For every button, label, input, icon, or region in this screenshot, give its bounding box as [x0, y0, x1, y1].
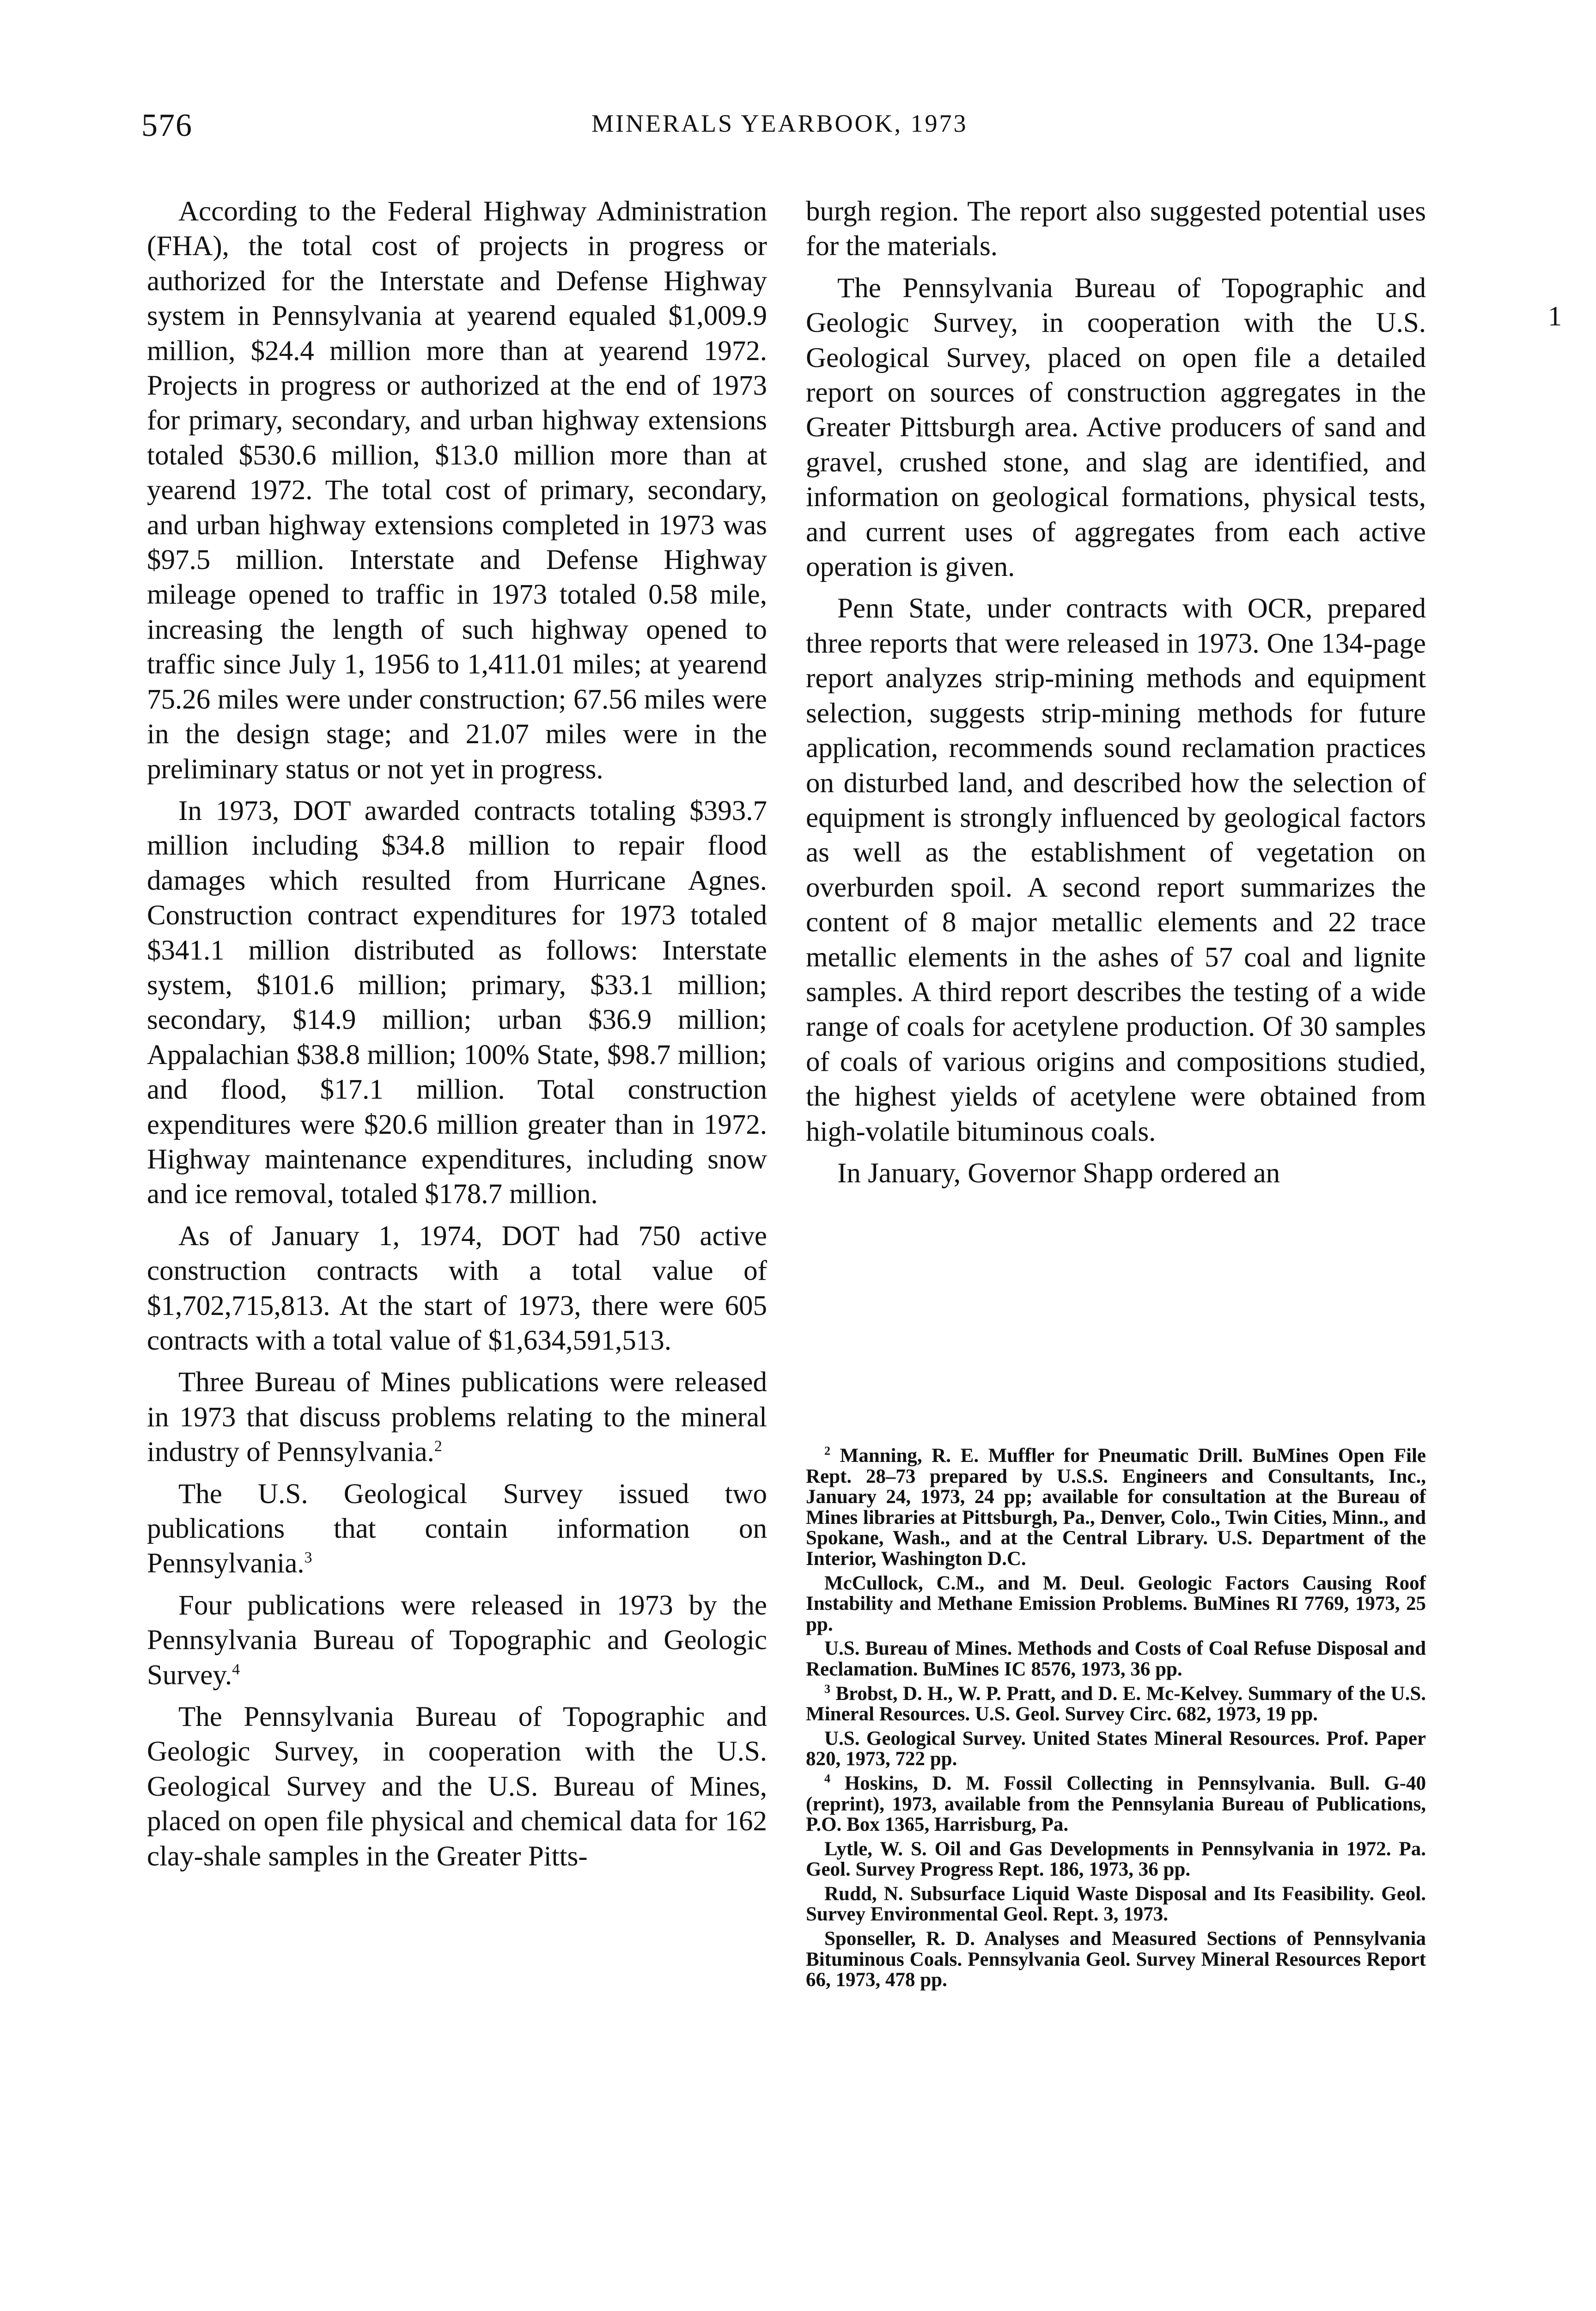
- paragraph-active-contracts: As of January 1, 1974, DOT had 750 active construction contracts with a total value of $1,702,715,813. At the start of 1973, there were 605 contracts with a total value of $1,634,591,513.: [147, 1220, 767, 1356]
- margin-mark: 1: [1548, 301, 1562, 331]
- paragraph-text: Three Bureau of Mines publications were released in 1973 that discuss problems relating to the mineral industry of Pennsylvania.: [147, 1367, 767, 1468]
- footnote-marker: 4: [824, 1772, 830, 1785]
- paragraph-state-survey-publications: [147, 1588, 767, 1693]
- footnote-3-entry: [806, 1684, 1426, 1725]
- footnote-marker: 3: [824, 1682, 830, 1696]
- paragraph-text: Four publications were released in 1973 by the Pennsylvania Bureau of Topographic and Geologic Survey.: [147, 1590, 767, 1691]
- footnote-marker: 2: [824, 1444, 830, 1458]
- footnote-entry: McCullock, C.M., and M. Deul. Geologic Factors Causing Roof Instability and Methane Emission Problems. BuMines RI 7769, 1973, 25 pp.: [806, 1572, 1426, 1635]
- footnote-ref-3: 3: [304, 1549, 312, 1567]
- footnote-ref-4: 4: [232, 1661, 240, 1678]
- footnote-2-entry: [806, 1446, 1426, 1570]
- footnote-entry: U.S. Geological Survey. United States Mineral Resources. Prof. Paper 820, 1973, 722 pp.: [806, 1727, 1426, 1770]
- footnote-text: Brobst, D. H., W. P. Pratt, and D. E. Mc-Kelvey. Summary of the U.S. Mineral Resources. U.S. Geol. Survey Circ. 682, 1973, 19 pp.: [806, 1682, 1426, 1725]
- paragraph-dot-contracts: In 1973, DOT awarded contracts totaling $393.7 million including $34.8 million to repair flood damages which resulted from Hurricane Agnes. Construction contract expenditures for 1973 totaled $341.1 million distributed as follows: Interstate system, $101.6 million; primary, $33.1 million; secondary, $14.9 million; urban $36.9 million; Appalachian $38.8 million; 100% State, $98.7 million; and flood, $17.1 million. Total construction expenditures were $20.6 million greater than in 1972. Highway maintenance expenditures, including snow and ice removal, totaled $178.7 million.: [147, 795, 767, 1210]
- page-number: 576: [141, 108, 193, 143]
- paragraph-usgs-publications: [147, 1477, 767, 1581]
- running-head: MINERALS YEARBOOK, 1973: [591, 110, 968, 137]
- paragraph-penn-state-reports: Penn State, under contracts with OCR, prepared three reports that were released in 1973. One 134-page report analyzes strip-mining methods and equipment selection, suggests strip-mining methods for future application, recommends sound reclamation practices on disturbed land, and described how the selection of equipment is strongly influenced by geological factors as well as the establishment of vegetation on overburden spoil. A second report summarizes the content of 8 major metallic elements and 22 trace metallic elements in the ashes of 57 coal and lignite samples. A third report describes the testing of a wide range of coals for acetylene production. Of 30 samples of coals of various origins and compositions studied, the highest yields of acetylene were obtained from high-volatile bituminous coals.: [806, 593, 1426, 1147]
- footnote-entry: Lytle, W. S. Oil and Gas Developments in Pennsylvania in 1972. Pa. Geol. Survey Progress Rept. 186, 1973, 36 pp.: [806, 1838, 1426, 1881]
- paragraph-bureau-of-mines-publications: [147, 1365, 767, 1469]
- footnote-4-entry: [806, 1773, 1426, 1835]
- footnote-text: Manning, R. E. Muffler for Pneumatic Drill. BuMines Open File Rept. 28–73 prepared by U.S.S. Engineers and Consultants, Inc., January 24, 1973, 24 pp; available for consultation at the Bureau of Mines libraries at Pittsburgh, Pa., Denver, Colo., Twin Cities, Minn., and Spokane, Wash., and at the Central Library. U.S. Department of the Interior, Washington D.C.: [806, 1445, 1426, 1570]
- footnote-entry: Rudd, N. Subsurface Liquid Waste Disposal and Its Feasibility. Geol. Survey Environmental Geol. Rept. 3, 1973.: [806, 1883, 1426, 1926]
- paragraph-text: The U.S. Geological Survey issued two publications that contain information on Pennsylvania.: [147, 1478, 767, 1579]
- footnotes: [806, 1446, 1426, 1994]
- left-column: [147, 194, 767, 1881]
- paragraph-construction-aggregates: The Pennsylvania Bureau of Topographic and Geologic Survey, in cooperation with the U.S. Geological Survey, placed on open file a detailed report on sources of construction aggregates in the Greater Pittsburgh area. Active producers of sand and gravel, crushed stone, and slag are identified, and information on geological formations, physical tests, and current uses of aggregates from each active operation is given.: [806, 272, 1426, 583]
- footnote-entry: Sponseller, R. D. Analyses and Measured Sections of Pennsylvania Bituminous Coals. Pennsylvania Geol. Survey Mineral Resources Report 66, 1973, 478 pp.: [806, 1928, 1426, 1991]
- paragraph-fha-highway-costs: According to the Federal Highway Administration (FHA), the total cost of projects in progress or authorized for the Interstate and Defense Highway system in Pennsylvania at yearend equaled $1,009.9 million, $24.4 million more than at yearend 1972. Projects in progress or authorized at the end of 1973 for primary, secondary, and urban highway extensions totaled $530.6 million, $13.0 million more than at yearend 1972. The total cost of primary, secondary, and urban highway extensions completed in 1973 was $97.5 million. Interstate and Defense Highway mileage opened to traffic in 1973 totaled 0.58 mile, increasing the length of such highway opened to traffic since July 1, 1956 to 1,411.01 miles; at yearend 75.26 miles were under construction; 67.56 miles were in the design stage; and 21.07 miles were in the preliminary status or not yet in progress.: [147, 196, 767, 785]
- paragraph-clay-shale-data: The Pennsylvania Bureau of Topographic and Geologic Survey, in cooperation with the U.S. Geological Survey and the U.S. Bureau of Mines, placed on open file physical and chemical data for 162 clay-shale samples in the Greater Pitts-: [147, 1701, 767, 1872]
- footnote-entry: U.S. Bureau of Mines. Methods and Costs of Coal Refuse Disposal and Reclamation. BuMines IC 8576, 1973, 36 pp.: [806, 1638, 1426, 1680]
- paragraph-clay-shale-continued: burgh region. The report also suggested potential uses for the materials.: [806, 196, 1426, 262]
- right-column: [806, 194, 1426, 1198]
- paragraph-governor-shapp: In January, Governor Shapp ordered an: [837, 1157, 1280, 1189]
- footnote-ref-2: 2: [434, 1437, 442, 1455]
- footnote-text: Hoskins, D. M. Fossil Collecting in Pennsylvania. Bull. G-40 (reprint), 1973, available from the Pennsylania Bureau of Publications, P.O. Box 1365, Harrisburg, Pa.: [806, 1772, 1426, 1836]
